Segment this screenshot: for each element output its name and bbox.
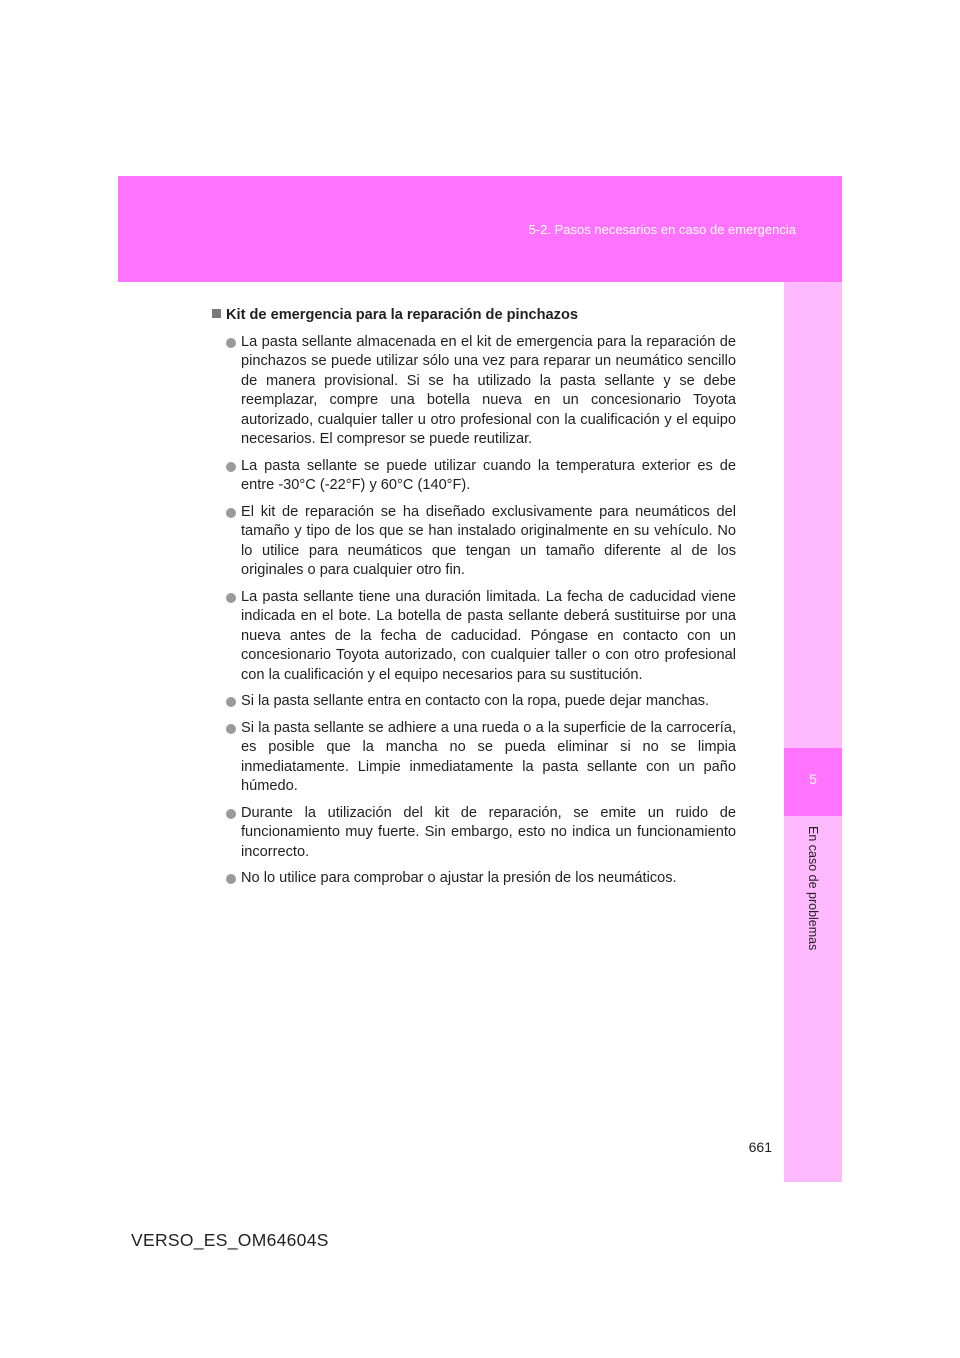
circle-bullet-icon xyxy=(226,593,236,603)
section-heading-text: Kit de emergencia para la reparación de pinchazos xyxy=(226,307,578,323)
header-band xyxy=(118,176,842,282)
chapter-tab xyxy=(784,748,842,816)
circle-bullet-icon xyxy=(226,809,236,819)
list-item xyxy=(212,503,736,581)
list-item-text: El kit de reparación se ha diseñado exclusivamente para neumáticos del tamaño y tipo de los que se han instalado originalmente en su vehículo. No lo utilice para neumáticos que tengan un tamaño diferente al de los originales o para cualquier otro fin. xyxy=(241,503,736,578)
circle-bullet-icon xyxy=(226,462,236,472)
document-code: VERSO_ES_OM64604S xyxy=(131,1230,329,1250)
circle-bullet-icon xyxy=(226,508,236,518)
chapter-label: En caso de problemas xyxy=(806,826,820,951)
square-bullet-icon xyxy=(212,309,221,318)
list-item xyxy=(212,692,736,712)
page-number: 661 xyxy=(748,1139,772,1155)
section-heading xyxy=(212,306,736,326)
circle-bullet-icon xyxy=(226,697,236,707)
list-item-text: La pasta sellante se puede utilizar cuando la temperatura exterior es de entre -30°C (-22°F) y 60°C (140°F). xyxy=(241,457,736,493)
list-item-text: La pasta sellante almacenada en el kit de emergencia para la reparación de pinchazos se puede utilizar sólo una vez para reparar un neumático sencillo de manera provisional. Si se ha utilizado la pasta sellante y se debe reemplazar, compre una botella nueva en un concesionario Toyota autorizado, cualquier taller u otro profesional con la cualificación y el equipo necesarios. El compresor se puede reutilizar. xyxy=(241,333,736,447)
list-item-text: La pasta sellante tiene una duración limitada. La fecha de caducidad viene indicada en el bote. La botella de pasta sellante deberá sustituirse por una nueva antes de la fecha de caducidad. Póngase en contacto con un concesionario Toyota autorizado, con cualquier taller o con otro profesional con la cualificación y el equipo necesarios para su sustitución. xyxy=(241,588,736,683)
list-item xyxy=(212,804,736,863)
list-item xyxy=(212,719,736,797)
list-item-text: Si la pasta sellante entra en contacto con la ropa, puede dejar manchas. xyxy=(241,693,710,709)
list-item-text: No lo utilice para comprobar o ajustar la presión de los neumáticos. xyxy=(241,870,677,886)
list-item-text: Si la pasta sellante se adhiere a una rueda o a la superficie de la carrocería, es posible que la mancha no se pueda eliminar si no se limpia inmediatamente. Limpie inmediatamente la pasta sellante con un paño húmedo. xyxy=(241,719,736,794)
list-item-text: Durante la utilización del kit de reparación, se emite un ruido de funcionamiento muy fuerte. Sin embargo, esto no indica un funcionamiento incorrecto. xyxy=(241,804,736,860)
chapter-sidebar xyxy=(784,282,842,1182)
circle-bullet-icon xyxy=(226,724,236,734)
main-content xyxy=(212,306,736,896)
section-title: 5-2. Pasos necesarios en caso de emergencia xyxy=(528,222,796,237)
circle-bullet-icon xyxy=(226,338,236,348)
list-item xyxy=(212,588,736,686)
list-item xyxy=(212,457,736,496)
list-item xyxy=(212,333,736,450)
circle-bullet-icon xyxy=(226,874,236,884)
list-item xyxy=(212,869,736,889)
chapter-number: 5 xyxy=(809,771,817,787)
bullet-list xyxy=(212,333,736,889)
